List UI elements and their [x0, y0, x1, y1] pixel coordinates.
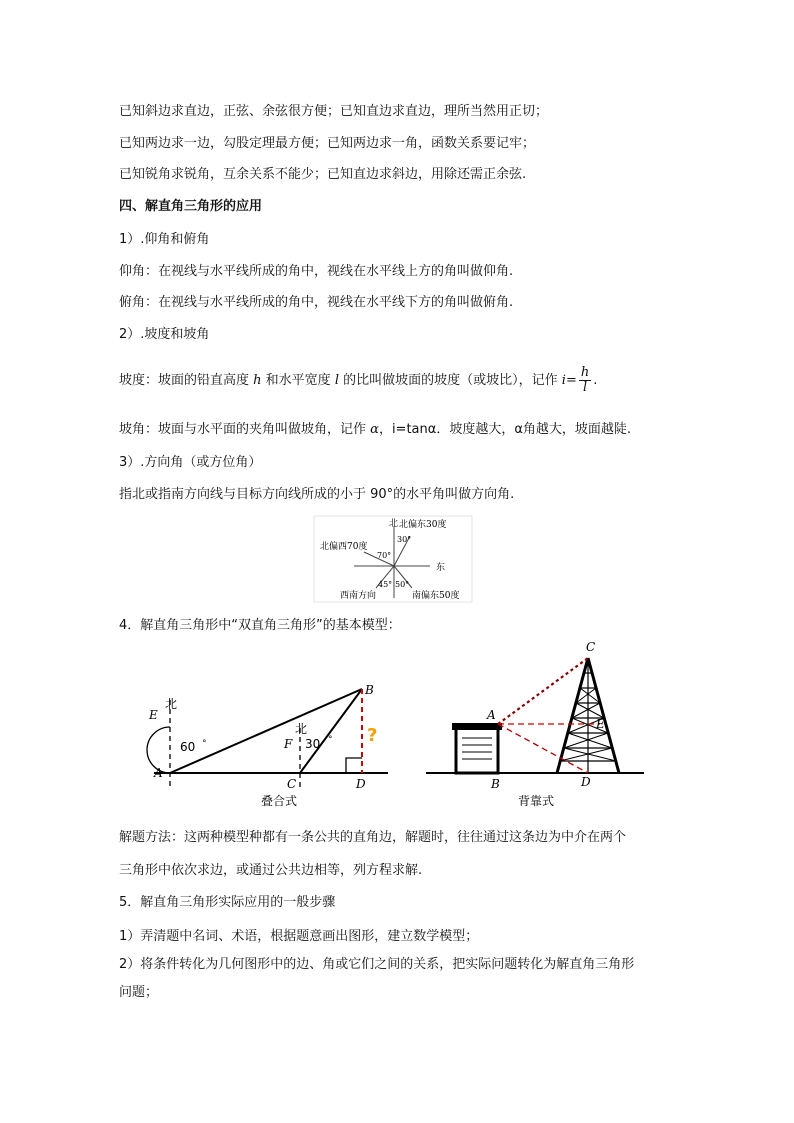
label-angle-60: 60 — [180, 740, 196, 754]
rhyme-line-3: 已知锐角求锐角，互余关系不能少；已知直边求斜边，用除还需正余弦. — [119, 167, 527, 182]
step-1: 1）弄清题中名词、术语，根据题意画出图形，建立数学模型； — [119, 929, 479, 944]
label-a: A — [154, 766, 163, 780]
elevation-definition: 仰角：在视线与水平线所成的角中，视线在水平线上方的角叫做仰角. — [119, 264, 514, 279]
slope-i: i= — [561, 373, 577, 388]
section-4-4-title: 4．解直角三角形中“双直角三角形”的基本模型： — [119, 618, 401, 633]
angle-45: 45° — [378, 580, 393, 589]
section-4-title: 四、解直角三角形的应用 — [119, 199, 263, 214]
east-label: 东 — [436, 563, 446, 573]
slope-h: h — [253, 373, 262, 388]
caption-backtoback: 背靠式 — [518, 794, 555, 808]
label-d2: D — [581, 775, 591, 789]
slope-mid: 和水平宽度 — [265, 373, 331, 388]
label-c2: C — [586, 640, 596, 654]
label-d: D — [356, 777, 366, 791]
line-ab — [170, 689, 362, 773]
sw-label: 西南方向 — [340, 591, 377, 601]
se-label: 南偏东50度 — [412, 591, 460, 601]
label-c: C — [287, 777, 297, 791]
deg-60: ° — [202, 739, 207, 749]
method-line-2: 三角形中依次求边，或通过公共边相等，列方程求解. — [119, 863, 423, 878]
angle-alpha: α — [370, 422, 379, 437]
angle-formula: ，i=tanα．坡度越大，α角越大，坡面越陡. — [378, 422, 632, 437]
angle-prefix: 坡角：坡面与水平面的夹角叫做坡角，记作 — [119, 422, 367, 437]
backtoback-diagram — [420, 636, 650, 811]
angle-30: 30° — [397, 535, 412, 544]
label-a2: A — [487, 708, 496, 722]
item-3-title: 3）.方向角（或方位角） — [119, 455, 262, 470]
step-2-line-2: 问题； — [119, 985, 159, 1000]
label-b: B — [365, 683, 374, 697]
slope-prefix: 坡度：坡面的铅直高度 — [119, 373, 250, 388]
slope-angle-definition — [119, 421, 631, 439]
fraction-numerator: h — [580, 365, 590, 380]
line-ac — [498, 658, 588, 724]
slope-suffix: 的比叫做坡面的坡度（或坡比），记作 — [343, 373, 558, 388]
label-f: F — [284, 737, 293, 751]
slope-definition — [119, 366, 597, 395]
angle-50: 50° — [395, 580, 410, 589]
ne-label: 北偏东30度 — [399, 520, 447, 530]
label-e: E — [149, 708, 158, 722]
slope-l: l — [334, 373, 339, 388]
label-north-2: 北 — [295, 722, 308, 736]
angle-70: 70° — [377, 551, 392, 560]
tower-left-leg — [557, 658, 588, 773]
north-label: 北 — [389, 519, 399, 529]
nw-label: 北偏西70度 — [320, 542, 368, 552]
depression-definition: 俯角：在视线与水平线所成的角中，视线在水平线下方的角叫做俯角. — [119, 295, 514, 310]
compass-diagram — [300, 514, 480, 604]
direction-definition: 指北或指南方向线与目标方向线所成的小于 90°的水平角叫做方向角. — [119, 487, 515, 502]
right-angle-mark — [346, 758, 362, 773]
method-line-1: 解题方法：这两种模型种都有一条公共的直角边，解题时，往往通过这条边为中介在两个 — [119, 830, 627, 845]
section-5-title: 5．解直角三角形实际应用的一般步骤 — [119, 895, 336, 910]
slope-end: . — [593, 373, 598, 388]
building-roof — [452, 723, 502, 730]
label-north-1: 北 — [165, 697, 178, 711]
tower-right-leg — [588, 658, 619, 773]
item-2-title: 2）.坡度和坡角 — [119, 327, 210, 342]
item-1-title: 1）.仰角和俯角 — [119, 232, 210, 247]
step-2-line-1: 2）将条件转化为几何图形中的边、角或它们之间的关系，把实际问题转化为解直角三角形 — [119, 957, 635, 972]
fraction-denominator: l — [582, 380, 588, 395]
label-b2: B — [491, 777, 500, 791]
label-angle-30: 30 — [305, 737, 321, 751]
deg-30: ° — [328, 735, 333, 745]
question-mark: ? — [367, 725, 378, 746]
building — [456, 727, 498, 773]
rhyme-line-1: 已知斜边求直边，正弦、余弦很方便；已知直边求直边，理所当然用正切； — [119, 104, 549, 119]
caption-overlap: 叠合式 — [261, 794, 298, 808]
slope-fraction — [579, 366, 591, 395]
label-e2: E — [596, 717, 605, 731]
rhyme-line-2: 已知两边求一边，勾股定理最方便；已知两边求一角，函数关系要记牢； — [119, 136, 536, 151]
overlap-diagram — [140, 678, 400, 813]
